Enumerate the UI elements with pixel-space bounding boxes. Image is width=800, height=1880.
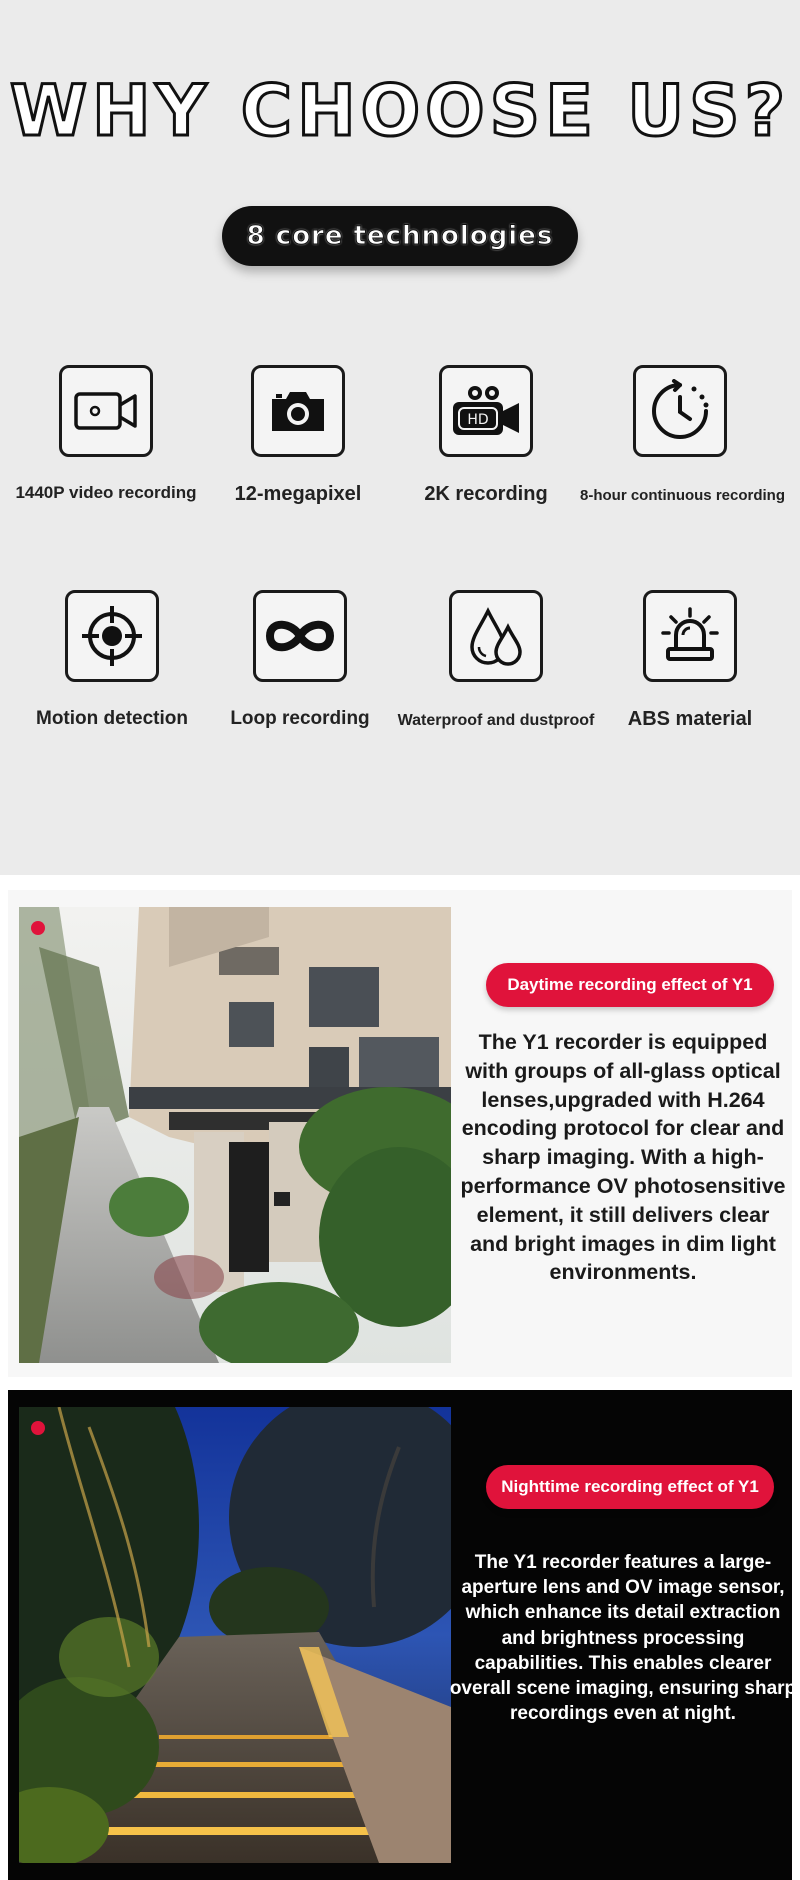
recording-indicator-icon bbox=[31, 921, 45, 935]
feature-motion-detection bbox=[12, 590, 212, 730]
feature-label: 12-megapixel bbox=[234, 483, 362, 505]
daytime-description: The Y1 recorder is equipped with groups of all-glass optical lenses,upgraded with H.264 encoding protocol for clear and sharp imaging. With a high-performance OV photosensitive element, it still delivers clear and bright images in dim light environments. bbox=[460, 1030, 786, 1285]
nighttime-tag: Nighttime recording effect of Y1 bbox=[486, 1465, 774, 1509]
feature-label: ABS material bbox=[627, 708, 753, 730]
feature-abs-material bbox=[590, 590, 790, 731]
feature-label: Waterproof and dustproof bbox=[397, 712, 595, 729]
features-section bbox=[0, 0, 800, 875]
infinity-icon bbox=[253, 590, 347, 682]
feature-label: Loop recording bbox=[230, 708, 370, 729]
nighttime-description: The Y1 recorder features a large-aperture lens and OV image sensor, which enhance its detail extraction and brightness processing capabilities. This enables clearer overall scene imaging, ensuring sharp recordings even at night. bbox=[449, 1552, 797, 1725]
nighttime-section bbox=[8, 1390, 797, 1880]
daytime-photo bbox=[19, 907, 451, 1363]
target-icon bbox=[65, 590, 159, 682]
daytime-tag: Daytime recording effect of Y1 bbox=[486, 963, 774, 1007]
feature-label: Motion detection bbox=[36, 708, 188, 729]
nighttime-photo bbox=[19, 1407, 451, 1863]
clock-icon bbox=[633, 365, 727, 457]
feature-label: 1440P video recording bbox=[15, 483, 197, 502]
hd-camera-icon bbox=[439, 365, 533, 457]
photo-camera-icon bbox=[251, 365, 345, 457]
feature-megapixel bbox=[198, 365, 398, 506]
page-title: WHY CHOOSE US? bbox=[9, 70, 791, 152]
feature-waterproof bbox=[396, 590, 596, 730]
svg-text:HD: HD bbox=[467, 412, 489, 428]
video-camera-icon bbox=[59, 365, 153, 457]
feature-continuous-recording bbox=[580, 365, 785, 504]
water-drops-icon bbox=[449, 590, 543, 682]
feature-label: 8-hour continuous recording bbox=[580, 487, 785, 504]
alarm-light-icon bbox=[643, 590, 737, 682]
recording-indicator-icon bbox=[31, 1421, 45, 1435]
daytime-section bbox=[8, 890, 792, 1377]
feature-video-recording bbox=[6, 365, 206, 503]
feature-2k-recording bbox=[386, 365, 586, 506]
feature-label: 2K recording bbox=[424, 483, 548, 505]
feature-loop-recording bbox=[200, 590, 400, 730]
subtitle-badge bbox=[222, 206, 578, 266]
subtitle-text: 8 core technologies bbox=[246, 221, 554, 251]
